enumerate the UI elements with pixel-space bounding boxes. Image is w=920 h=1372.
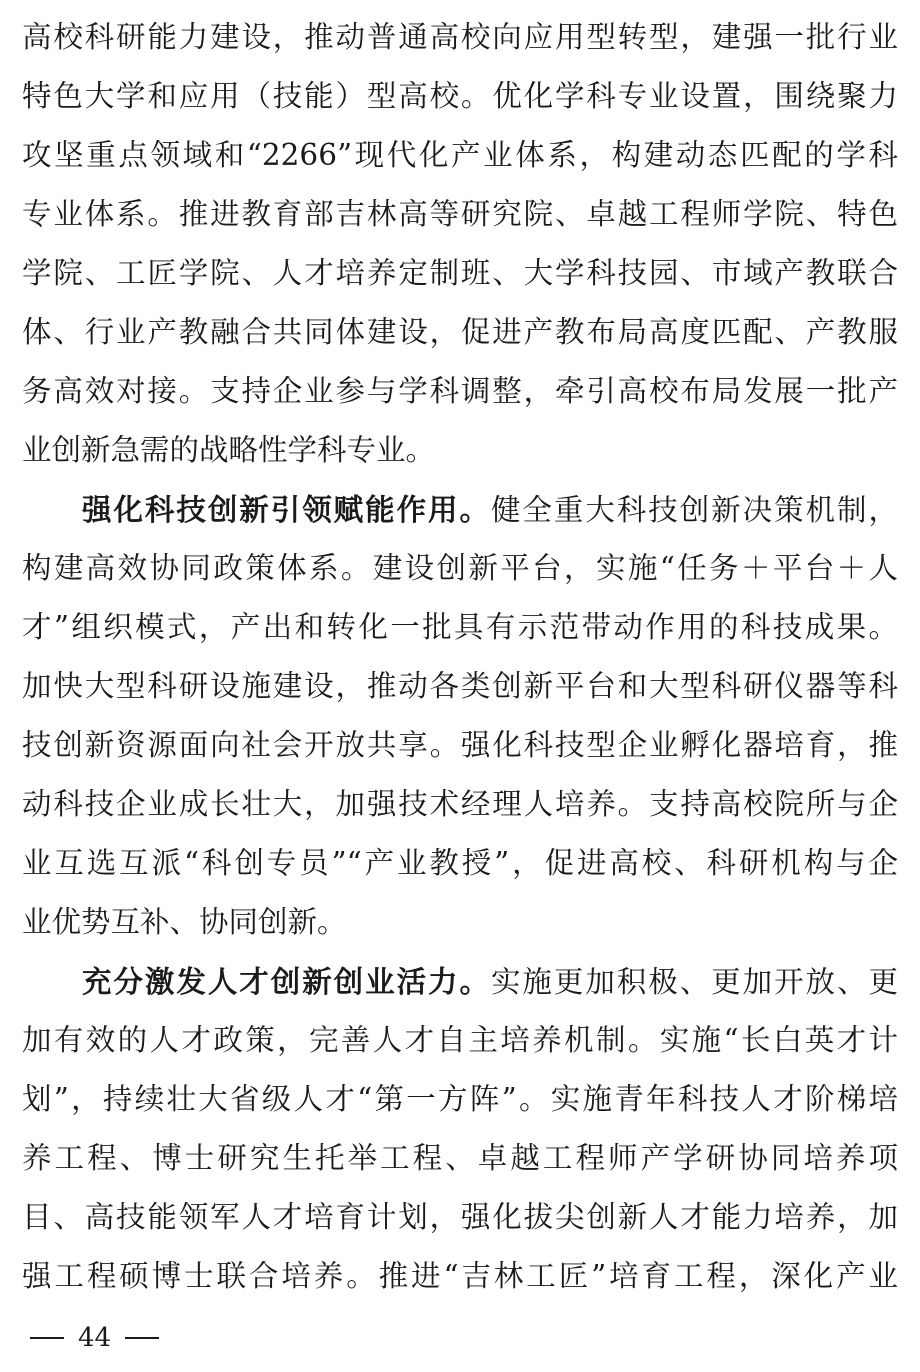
text-line: 业优势互补、协同创新。 xyxy=(22,905,347,939)
paragraph-innovation xyxy=(22,480,898,952)
text-line: 学院、工匠学院、人才培养定制班、大学科技园、市域产教联合 xyxy=(22,256,898,290)
paragraph-lead: 充分激发人才创新创业活力。 xyxy=(82,964,491,999)
text-line: 划”，持续壮大省级人才“第一方阵”。实施青年科技人才阶梯培 xyxy=(22,1082,898,1116)
paragraph-first-line xyxy=(22,952,898,1011)
paragraph-talent xyxy=(22,952,898,1306)
text-line: 加快大型科研设施建设，推动各类创新平台和大型科研仪器等科 xyxy=(22,669,898,703)
text-line: 业互选互派“科创专员”“产业教授”，促进高校、科研机构与企 xyxy=(22,846,898,880)
text-line: 目、高技能领军人才培育计划，强化拔尖创新人才能力培养，加 xyxy=(22,1200,898,1234)
footer-dash-right xyxy=(125,1337,159,1339)
paragraph-first-line xyxy=(22,480,898,539)
text-line: 业创新急需的战略性学科专业。 xyxy=(22,433,436,467)
text-line: 特色大学和应用（技能）型高校。优化学科专业设置，围绕聚力 xyxy=(22,79,898,113)
page-number: 44 xyxy=(78,1323,112,1353)
text-line: 才”组织模式，产出和转化一批具有示范带动作用的科技成果。 xyxy=(22,610,898,644)
text-line: 加有效的人才政策，完善人才自主培养机制。实施“长白英才计 xyxy=(22,1023,898,1057)
text-line: 专业体系。推进教育部吉林高等研究院、卓越工程师学院、特色 xyxy=(22,197,898,231)
text-line: 务高效对接。支持企业参与学科调整，牵引高校布局发展一批产 xyxy=(22,374,898,408)
footer-dash-left xyxy=(30,1337,64,1339)
text-line: 养工程、博士研究生托举工程、卓越工程师产学研协同培养项 xyxy=(22,1141,898,1175)
text-line: 构建高效协同政策体系。建设创新平台，实施“任务＋平台＋人 xyxy=(22,551,898,585)
text-line: 体、行业产教融合共同体建设，促进产教布局高度匹配、产教服 xyxy=(22,315,898,349)
text-line: 技创新资源面向社会开放共享。强化科技型企业孵化器培育，推 xyxy=(22,728,898,762)
text-line: 强工程硕博士联合培养。推进“吉林工匠”培育工程，深化产业 xyxy=(22,1259,898,1293)
page-footer xyxy=(30,1318,159,1358)
text-line: 高校科研能力建设，推动普通高校向应用型转型，建强一批行业 xyxy=(22,20,898,54)
text-run: 健全重大科技创新决策机制， xyxy=(490,493,898,527)
text-line: 动科技企业成长壮大，加强技术经理人培养。支持高校院所与企 xyxy=(22,787,898,821)
text-line: 攻坚重点领域和“2266”现代化产业体系，构建动态匹配的学科 xyxy=(22,138,898,172)
text-run: 实施更加积极、更加开放、更 xyxy=(490,965,898,999)
paragraph-lead: 强化科技创新引领赋能作用。 xyxy=(82,492,491,527)
body-text xyxy=(22,8,898,1306)
paragraph-education xyxy=(22,8,898,480)
